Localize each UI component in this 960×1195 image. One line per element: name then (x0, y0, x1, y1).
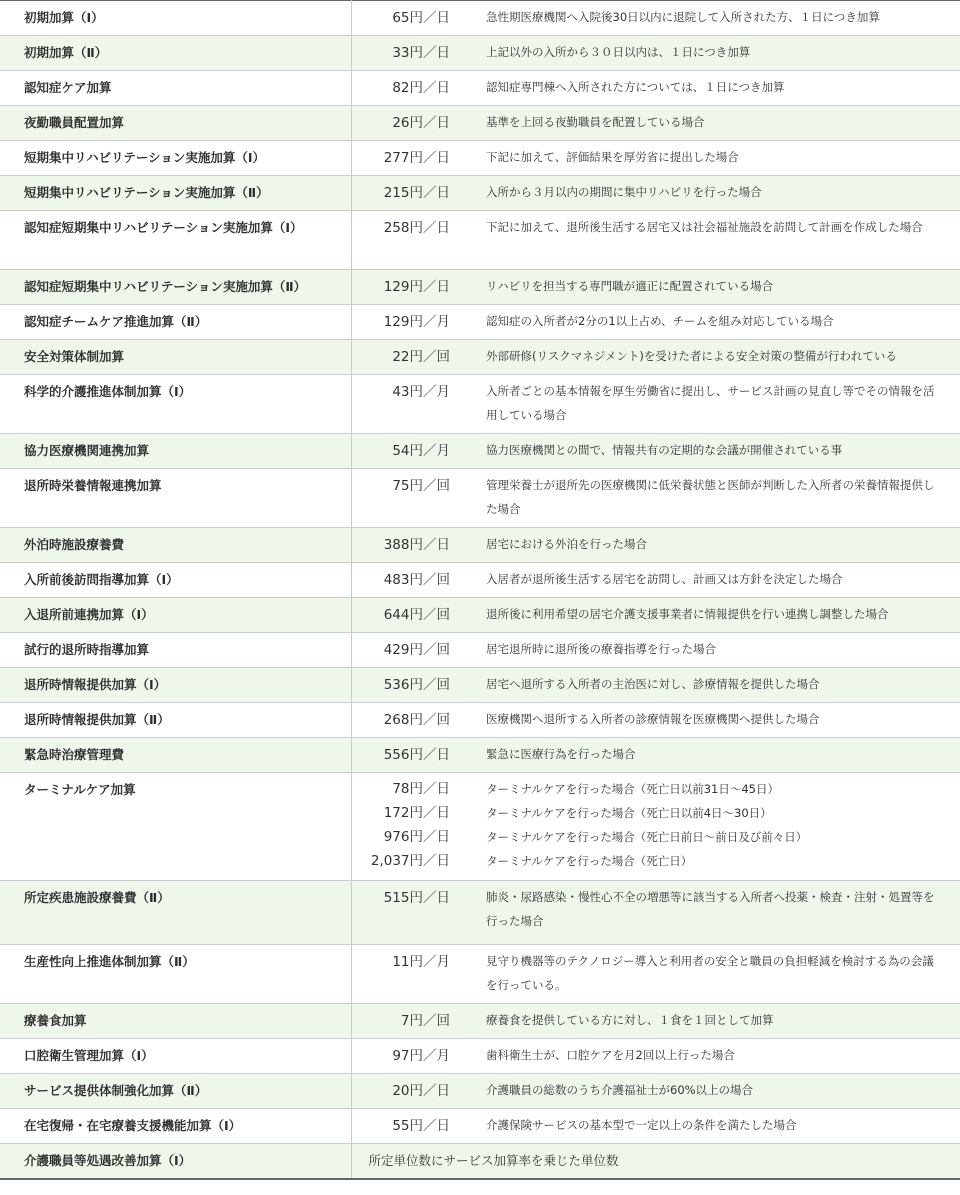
fee-name: 短期集中リハビリテーション実施加算（Ⅱ） (0, 176, 351, 211)
table-row (0, 1074, 960, 1109)
fee-name: 外泊時施設療養費 (0, 528, 351, 563)
table-row (0, 1, 960, 36)
table-row (0, 141, 960, 176)
fee-description: 肺炎・尿路感染・慢性心不全の増悪等に該当する入所者へ投薬・検査・注射・処置等を行った場合 (486, 890, 935, 928)
fee-price: 556円／日 (383, 747, 450, 763)
table-row (0, 434, 960, 469)
fee-price: 97円／月 (392, 1048, 450, 1064)
fee-price: 258円／日 (383, 220, 450, 236)
fee-description: ターミナルケアを行った場合（死亡日以前4日～30日） (486, 806, 772, 820)
fee-description: リハビリを担当する専門職が適正に配置されている場合 (486, 279, 774, 293)
table-row (0, 71, 960, 106)
fee-price: 172円／日 (383, 805, 450, 821)
fee-description: 療養食を提供している方に対し、１食を１回として加算 (486, 1013, 774, 1027)
fee-price: 215円／日 (383, 185, 450, 201)
table-row (0, 375, 960, 434)
fee-description: 見守り機器等のテクノロジー導入と利用者の安全と職員の負担軽減を検討する為の会議を行っている。 (486, 954, 934, 992)
table-row (0, 1109, 960, 1144)
fee-description: 入所から３月以内の期間に集中リハビリを行った場合 (486, 185, 762, 199)
fee-description: 上記以外の入所から３０日以内は、１日につき加算 (486, 45, 751, 59)
fee-price: 277円／日 (383, 150, 450, 166)
fee-description: 緊急に医療行為を行った場合 (486, 747, 636, 761)
fee-name: 入所前後訪問指導加算（Ⅰ） (0, 563, 351, 598)
fee-name: 介護職員等処遇改善加算（Ⅰ） (0, 1144, 351, 1179)
fee-name: 生産性向上推進体制加算（Ⅱ） (0, 945, 351, 1004)
table-row (0, 106, 960, 141)
fee-description: 下記に加えて、退所後生活する居宅又は社会福祉施設を訪問して計画を作成した場合 (486, 220, 923, 234)
fee-name: 安全対策体制加算 (0, 340, 351, 375)
fee-price: 75円／回 (392, 478, 450, 494)
fee-name: 口腔衛生管理加算（Ⅰ） (0, 1039, 351, 1074)
table-row (0, 270, 960, 305)
fee-description: 入所者ごとの基本情報を厚生労働省に提出し、サービス計画の見直し等でその情報を活用している場合 (486, 384, 935, 422)
fee-description: 歯科衛生士が、口腔ケアを月2回以上行った場合 (486, 1048, 735, 1062)
table-row (0, 881, 960, 945)
table-row (0, 36, 960, 71)
fee-price: 129円／月 (383, 314, 450, 330)
fee-description: ターミナルケアを行った場合（死亡日前日～前日及び前々日） (486, 830, 808, 844)
fee-price: 388円／日 (383, 537, 450, 553)
fee-description: 居宅における外泊を行った場合 (486, 537, 647, 551)
fee-price: 536円／回 (383, 677, 450, 693)
fee-name: 協力医療機関連携加算 (0, 434, 351, 469)
table-row (0, 176, 960, 211)
fee-price: 129円／日 (383, 279, 450, 295)
fee-description: 医療機関へ退所する入所者の診療情報を医療機関へ提供した場合 (486, 712, 820, 726)
fee-note: 所定単位数にサービス加算率を乗じた単位数 (368, 1153, 619, 1168)
fee-description: ターミナルケアを行った場合（死亡日） (486, 854, 693, 868)
table-row (0, 340, 960, 375)
fee-name: 在宅復帰・在宅療養支援機能加算（Ⅰ） (0, 1109, 351, 1144)
fee-price: 43円／月 (392, 384, 450, 400)
fee-table-body (0, 1, 960, 1179)
fee-price: 976円／日 (383, 829, 450, 845)
table-row (0, 1004, 960, 1039)
fee-description: 介護保険サービスの基本型で一定以上の条件を満たした場合 (486, 1118, 797, 1132)
fee-name: 退所時情報提供加算（Ⅰ） (0, 668, 351, 703)
fee-name: 短期集中リハビリテーション実施加算（Ⅰ） (0, 141, 351, 176)
table-row (0, 633, 960, 668)
fee-name: 認知症短期集中リハビリテーション実施加算（Ⅰ） (0, 211, 351, 270)
fee-name: 認知症短期集中リハビリテーション実施加算（Ⅱ） (0, 270, 351, 305)
fee-description: ターミナルケアを行った場合（死亡日以前31日～45日） (486, 782, 779, 796)
fee-price: 55円／日 (392, 1118, 450, 1134)
fee-price: 644円／回 (383, 607, 450, 623)
fee-name: 退所時情報提供加算（Ⅱ） (0, 703, 351, 738)
table-row (0, 668, 960, 703)
fee-description: 居宅退所時に退所後の療養指導を行った場合 (486, 642, 716, 656)
fee-name: 認知症チームケア推進加算（Ⅱ） (0, 305, 351, 340)
fee-description: 外部研修(リスクマネジメント)を受けた者による安全対策の整備が行われている (486, 349, 897, 363)
fee-price: 22円／回 (392, 349, 450, 365)
fee-name: 入退所前連携加算（Ⅰ） (0, 598, 351, 633)
fee-name: サービス提供体制強化加算（Ⅱ） (0, 1074, 351, 1109)
table-row (0, 598, 960, 633)
fee-name: 退所時栄養情報連携加算 (0, 469, 351, 528)
table-row (0, 563, 960, 598)
fee-price: 33円／日 (392, 45, 450, 61)
table-row (0, 469, 960, 528)
fee-name: 認知症ケア加算 (0, 71, 351, 106)
fee-price: 82円／日 (392, 80, 450, 96)
fee-description: 下記に加えて、評価結果を厚労省に提出した場合 (486, 150, 739, 164)
table-row (0, 211, 960, 270)
table-row (0, 528, 960, 563)
fee-price: 268円／回 (383, 712, 450, 728)
fee-price: 78円／日 (392, 781, 450, 797)
fee-description: 認知症専門棟へ入所された方については、１日につき加算 (486, 80, 785, 94)
fee-name: 療養食加算 (0, 1004, 351, 1039)
table-row-treatment-improvement (0, 1144, 960, 1179)
fee-price: 429円／回 (383, 642, 450, 658)
fee-description: 入居者が退所後生活する居宅を訪問し、計画又は方針を決定した場合 (486, 572, 843, 586)
fee-name: 緊急時治療管理費 (0, 738, 351, 773)
fee-name: 初期加算（Ⅰ） (0, 1, 351, 36)
fee-description: 急性期医療機関へ入院後30日以内に退院して入所された方、１日につき加算 (486, 10, 880, 24)
fee-price: 65円／日 (392, 10, 450, 26)
fee-name: 所定疾患施設療養費（Ⅱ） (0, 881, 351, 945)
fee-price: 515円／日 (383, 890, 450, 906)
fee-price: 20円／日 (392, 1083, 450, 1099)
fee-price: 7円／回 (400, 1013, 450, 1029)
fee-name: ターミナルケア加算 (0, 773, 351, 881)
fee-description: 介護職員の総数のうち介護福祉士が60%以上の場合 (486, 1083, 754, 1097)
fee-price: 26円／日 (392, 115, 450, 131)
fee-price: 11円／月 (392, 954, 450, 970)
fee-name: 科学的介護推進体制加算（Ⅰ） (0, 375, 351, 434)
fee-description: 管理栄養士が退所先の医療機関に低栄養状態と医師が判断した入所者の栄養情報提供した場合 (486, 478, 935, 516)
fee-name: 夜勤職員配置加算 (0, 106, 351, 141)
table-row (0, 703, 960, 738)
fee-price: 54円／月 (392, 443, 450, 459)
fee-description: 退所後に利用希望の居宅介護支援事業者に情報提供を行い連携し調整した場合 (486, 607, 889, 621)
fee-description: 居宅へ退所する入所者の主治医に対し、診療情報を提供した場合 (486, 677, 820, 691)
table-row (0, 305, 960, 340)
fee-description: 認知症の入所者が2分の1以上占め、チームを組み対応している場合 (486, 314, 834, 328)
fee-description: 協力医療機関との間で、情報共有の定期的な会議が開催されている事 (486, 443, 843, 457)
table-row (0, 738, 960, 773)
fee-name: 試行的退所時指導加算 (0, 633, 351, 668)
fee-price: 2,037円／日 (370, 853, 450, 869)
table-row (0, 1039, 960, 1074)
fee-price: 483円／回 (383, 572, 450, 588)
table-row (0, 945, 960, 1004)
fee-description: 基準を上回る夜勤職員を配置している場合 (486, 115, 705, 129)
fee-name: 初期加算（Ⅱ） (0, 36, 351, 71)
fee-description-list (464, 773, 960, 881)
fee-price-list (351, 773, 464, 881)
table-row-terminal-care (0, 773, 960, 881)
